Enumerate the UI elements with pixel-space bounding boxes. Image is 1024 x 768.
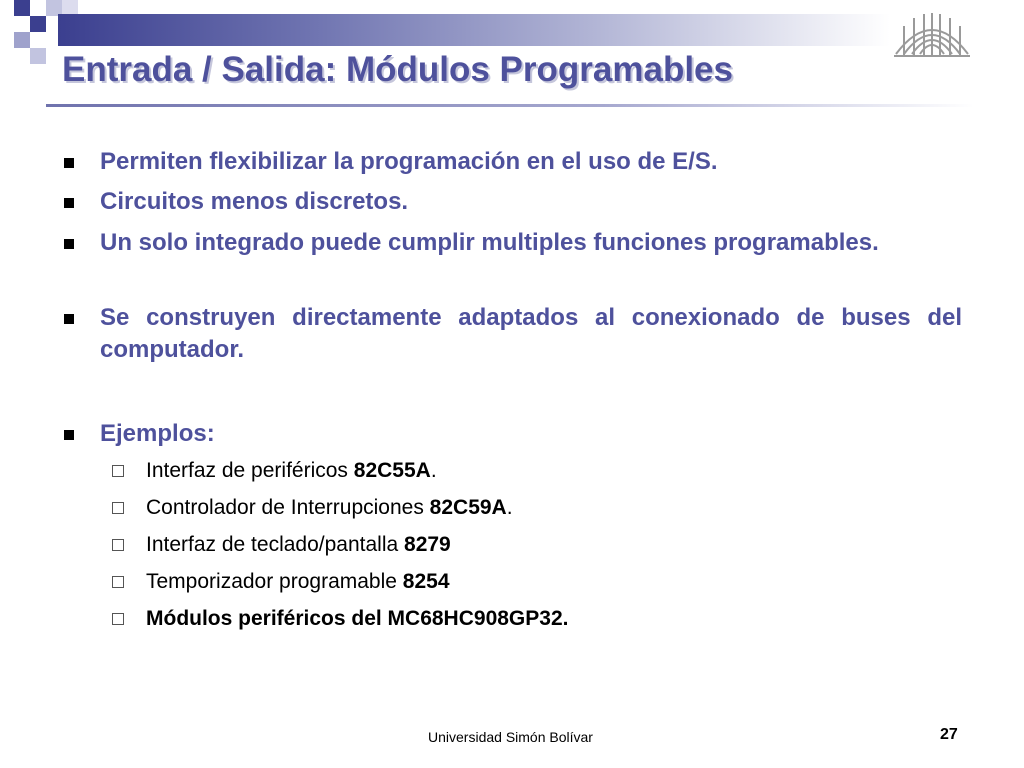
- example-text: Controlador de Interrupciones: [146, 496, 430, 519]
- bullet-text: Ejemplos:: [100, 420, 215, 447]
- square-bullet-icon: [64, 239, 74, 249]
- example-code: 8279: [404, 533, 451, 556]
- example-code: 82C55A: [353, 459, 431, 482]
- bullet-item: [100, 302, 962, 366]
- example-code: 82C59A: [429, 496, 507, 519]
- decor-square: [30, 48, 46, 64]
- bullet-item: [100, 186, 962, 218]
- footer-institution: Universidad Simón Bolívar: [428, 729, 593, 745]
- example-text: Interfaz de periféricos: [146, 459, 354, 482]
- example-item: [146, 531, 451, 559]
- bullet-item: [100, 146, 962, 178]
- bullet-text: Un solo integrado puede cumplir multiples funciones programables.: [100, 229, 879, 256]
- hollow-square-bullet-icon: [112, 502, 124, 514]
- example-text: Interfaz de teclado/pantalla: [146, 533, 405, 556]
- hollow-square-bullet-icon: [112, 539, 124, 551]
- example-text: Temporizador programable: [146, 570, 403, 593]
- bullet-text: Se construyen directamente adaptados al conexionado de buses del computador.: [100, 304, 962, 363]
- square-bullet-icon: [64, 430, 74, 440]
- decor-square: [14, 32, 30, 48]
- hollow-square-bullet-icon: [112, 465, 124, 477]
- square-bullet-icon: [64, 198, 74, 208]
- example-item: [146, 568, 450, 596]
- example-item: [146, 605, 568, 633]
- example-code: 8254: [402, 570, 450, 593]
- decor-square: [30, 16, 46, 32]
- square-bullet-icon: [64, 314, 74, 324]
- title-divider: [46, 104, 974, 107]
- hollow-square-bullet-icon: [112, 576, 124, 588]
- bullet-item: [100, 418, 962, 450]
- example-item: [146, 457, 437, 485]
- page-number: 27: [940, 726, 958, 743]
- example-item: [146, 494, 513, 522]
- example-code: Módulos periféricos del MC68HC908GP32.: [146, 607, 569, 630]
- decor-square: [14, 0, 30, 16]
- example-suffix: .: [430, 459, 437, 482]
- hollow-square-bullet-icon: [112, 613, 124, 625]
- bullet-text: Circuitos menos discretos.: [100, 188, 409, 215]
- bullet-item: [100, 227, 962, 259]
- university-logo-icon: [890, 10, 974, 64]
- slide-title: Entrada / Salida: Módulos Programables: [62, 50, 733, 89]
- square-bullet-icon: [64, 158, 74, 168]
- example-suffix: .: [506, 496, 513, 519]
- header-gradient-bar: [58, 14, 890, 46]
- bullet-text: Permiten flexibilizar la programación en el uso de E/S.: [100, 148, 718, 175]
